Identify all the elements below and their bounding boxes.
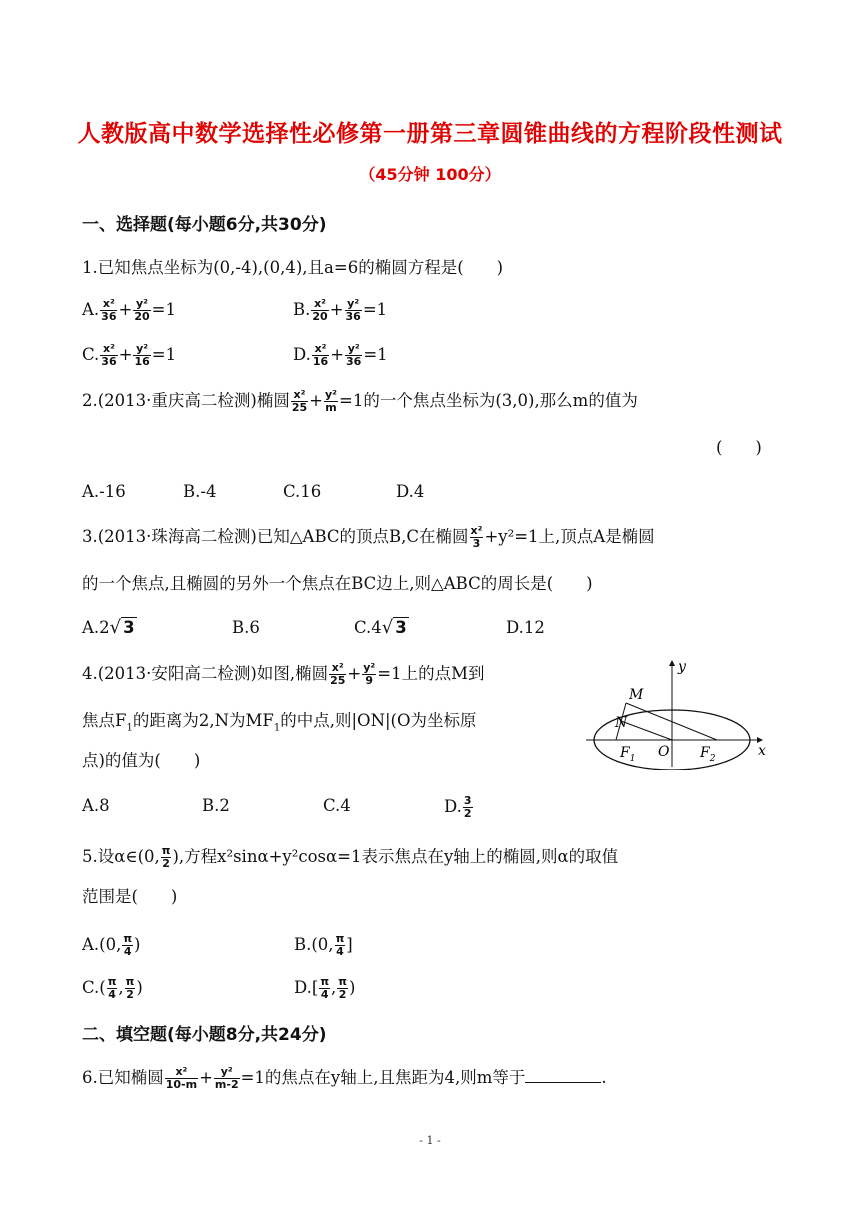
- question-5-option-c: C.( $\frac{\pi}{4}$ , $\frac{\pi}{2}$ ): [82, 975, 143, 1001]
- answer-blank[interactable]: [525, 1066, 601, 1083]
- label-f1: $F_1$: [620, 745, 636, 764]
- question-4-option-a: A.8: [82, 796, 110, 815]
- question-1-option-c: C. $\frac{\text{x²}}{36}$ + $\frac{\text{y²}}{16}$ =1: [82, 342, 177, 368]
- question-4-option-c: C.4: [323, 796, 351, 815]
- question-5-stem-line2: 范围是( ): [82, 887, 178, 906]
- question-2-option-a: A.-16: [82, 482, 126, 501]
- question-1-option-d: D. $\frac{\text{x²}}{16}$ + $\frac{\text{y²}}{36}$ =1: [293, 342, 388, 368]
- question-5-stem: 5.设α∈(0, $\frac{\pi}{2}$ ),方程x²sinα+y²cosα=1表示焦点在y轴上的椭圆,则α的取值: [82, 844, 619, 870]
- question-4-stem-line3: 点)的值为( ): [82, 751, 201, 770]
- segment-on: [621, 721, 672, 740]
- question-4-option-b: B.2: [202, 796, 230, 815]
- question-3-option-a: A.2√ 3: [82, 617, 135, 638]
- label-m: M: [629, 687, 644, 703]
- question-5-option-a: A.(0, $\frac{\pi}{4}$ ): [82, 932, 141, 958]
- question-2-option-c: C.16: [283, 482, 322, 501]
- label-y: y: [678, 659, 686, 675]
- question-2-option-d: D.4: [396, 482, 425, 501]
- label-f2: $F_2$: [700, 745, 716, 764]
- question-3-option-d: D.12: [506, 618, 545, 637]
- section-heading-choice: 一、选择题(每小题6分,共30分): [82, 215, 327, 235]
- question-4-option-d: D. $\frac{3}{2}$: [444, 794, 472, 820]
- label-o: O: [658, 744, 670, 760]
- page-subtitle: （45分钟 100分）: [359, 165, 501, 184]
- page-title: 人教版高中数学选择性必修第一册第三章圆锥曲线的方程阶段性测试: [77, 121, 783, 147]
- question-4-stem: 4.(2013·安阳高二检测)如图,椭圆 $\frac{\text{x²}}{25}$ + $\frac{\text{y²}}{9}$ =1上的点M到: [82, 661, 485, 687]
- question-1-stem: 1.已知焦点坐标为(0,-4),(0,4),且a=6的椭圆方程是( ): [82, 258, 504, 277]
- question-1-option-b: B. $\frac{\text{x²}}{20}$ + $\frac{\text{y²}}{36}$ =1: [293, 297, 388, 323]
- label-n: N: [615, 715, 628, 731]
- section-heading-fill: 二、填空题(每小题8分,共24分): [82, 1025, 327, 1045]
- question-6-stem: 6.已知椭圆 $\frac{\text{x²}}{10-m}$ + $\frac{\text{y²}}{m-2}$ =1的焦点在y轴上,且焦距为4,则m等于 .: [82, 1065, 607, 1091]
- page-number: - 1 -: [419, 1134, 441, 1147]
- ellipse-diagram: [582, 655, 772, 770]
- question-2-answer-paren: ( ): [716, 438, 762, 457]
- question-3-stem: 3.(2013·珠海高二检测)已知△ABC的顶点B,C在椭圆 $\frac{\text{x²}}{3}$ +y²=1上,顶点A是椭圆: [82, 524, 655, 550]
- question-5-option-d: D.[ $\frac{\pi}{4}$ , $\frac{\pi}{2}$ ): [294, 975, 356, 1001]
- label-x: x: [758, 743, 766, 759]
- question-1-option-a: A. $\frac{\text{x²}}{36}$ + $\frac{\text{y²}}{20}$ =1: [82, 297, 176, 323]
- question-2-option-b: B.-4: [183, 482, 217, 501]
- question-5-option-b: B.(0, $\frac{\pi}{4}$ ]: [294, 932, 353, 958]
- question-3-stem-line2: 的一个焦点,且椭圆的另外一个焦点在BC边上,则△ABC的周长是( ): [82, 574, 593, 593]
- question-3-option-c: C.4√ 3: [354, 617, 407, 638]
- question-4-stem-line2: 焦点$F_1$的距离为2,N为$MF_1$的中点,则|ON|(O为坐标原: [82, 711, 477, 734]
- question-3-option-b: B.6: [232, 618, 260, 637]
- question-2-stem: 2.(2013·重庆高二检测)椭圆 $\frac{\text{x²}}{25}$ + $\frac{\text{y²}}{m}$ =1的一个焦点坐标为(3,0),那么m的值为: [82, 388, 638, 414]
